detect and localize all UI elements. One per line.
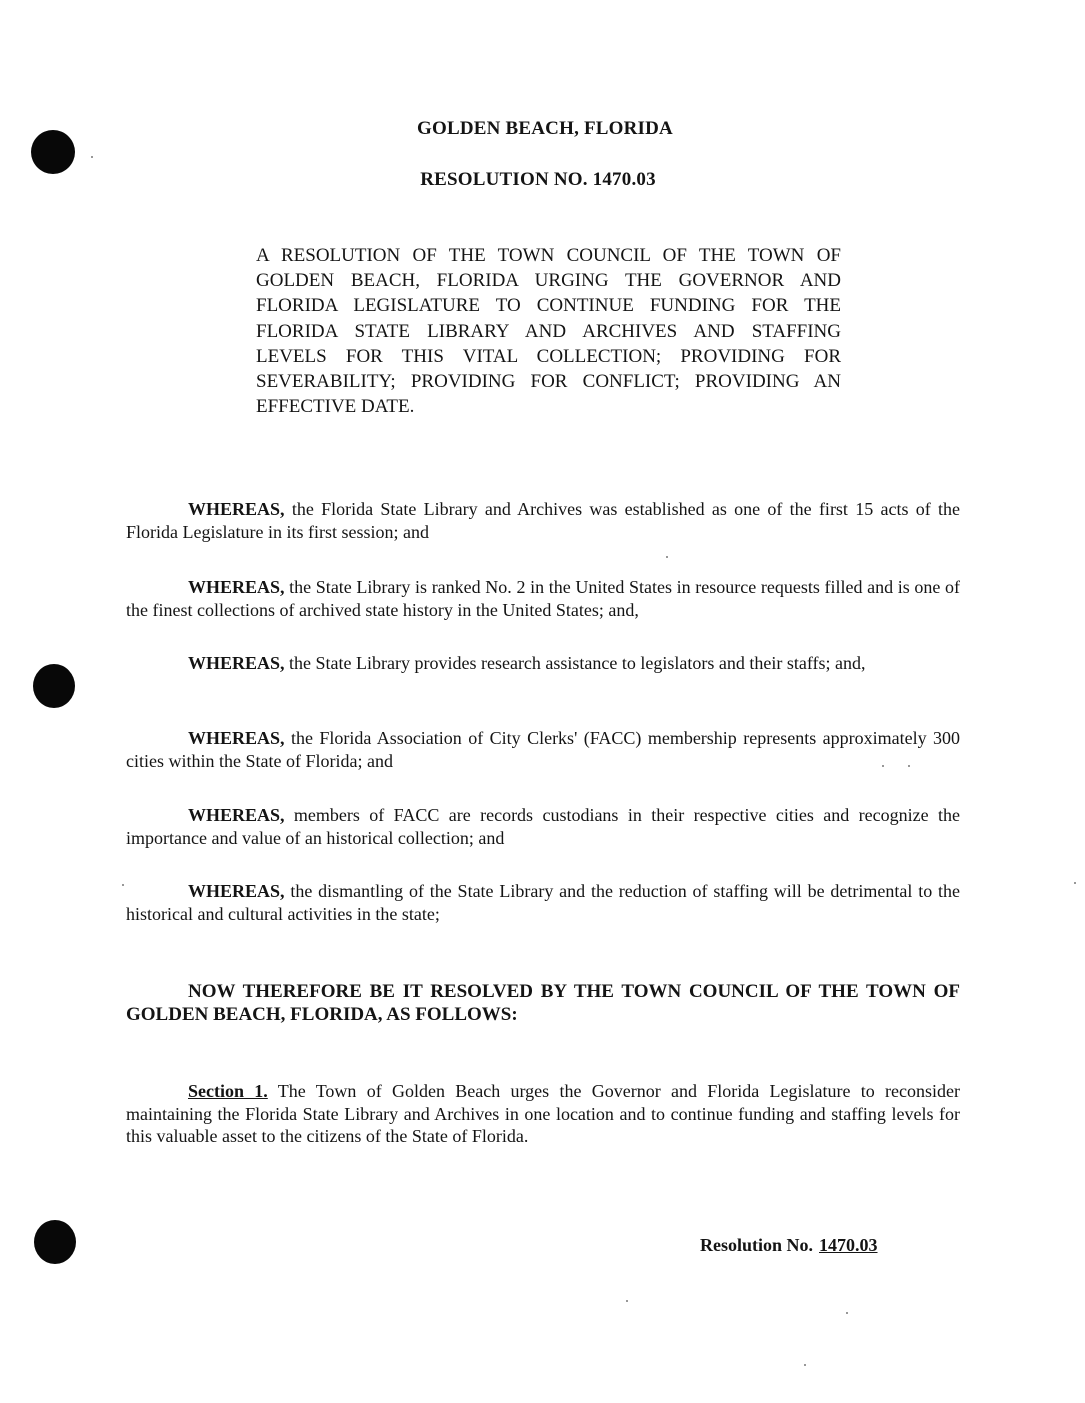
document-resolution-number: RESOLUTION NO. 1470.03 [420, 169, 656, 190]
scan-speck [804, 1364, 806, 1366]
whereas-text: the Florida Association of City Clerks' (FACC) membership represents approximately 300 cities within the State of Florida; and [126, 728, 961, 771]
resolution-title-block: A RESOLUTION OF THE TOWN COUNCIL OF THE TOWN OF GOLDEN BEACH, FLORIDA URGING THE GOVERNOR AND FLORIDA LEGISLATURE TO CONTINUE FUNDING FOR THE FLORIDA STATE LIBRARY AND ARCHIVES AND STAFFING LEVELS FOR THIS VITAL COLLECTION; PROVIDING FOR SEVERABILITY; PROVIDING FOR CONFLICT; PROVIDING AN EFFECTIVE DATE. [256, 245, 841, 418]
document-city-heading: GOLDEN BEACH, FLORIDA [417, 118, 673, 139]
whereas-text: the dismantling of the State Library and the reduction of staffing will be detrimental to the historical and cultural activities in the state; [126, 881, 960, 924]
whereas-text: the Florida State Library and Archives was established as one of the first 15 acts of the Florida Legislature in its first session; and [126, 499, 960, 542]
footer-resolution-reference [700, 1235, 890, 1256]
whereas-lead: WHEREAS, [188, 577, 285, 597]
section-1-label: Section 1. [188, 1081, 268, 1101]
scan-speck [122, 884, 124, 886]
scan-speck [626, 1300, 628, 1302]
scan-speck [1074, 882, 1076, 884]
whereas-text: the State Library is ranked No. 2 in the United States in resource requests filled and is one of the finest collections of archived state history in the United States; and, [126, 577, 960, 620]
whereas-lead: WHEREAS, [188, 728, 285, 748]
scan-speck [91, 156, 93, 158]
scan-speck [666, 556, 668, 558]
whereas-clause [126, 498, 960, 543]
punch-hole-middle [33, 664, 75, 708]
section-1-paragraph [126, 1080, 960, 1148]
resolved-heading-text: NOW THEREFORE BE IT RESOLVED BY THE TOWN COUNCIL OF THE TOWN OF GOLDEN BEACH, FLORIDA, AS FOLLOWS: [126, 981, 960, 1025]
whereas-lead: WHEREAS, [188, 653, 285, 673]
whereas-clause [126, 576, 960, 621]
punch-hole-bottom [34, 1220, 76, 1264]
whereas-clause [126, 652, 960, 675]
whereas-clause [126, 880, 960, 925]
footer-resolution-number: 1470.03 [819, 1235, 878, 1255]
whereas-clause [126, 804, 960, 849]
whereas-lead: WHEREAS, [188, 499, 285, 519]
whereas-clause [126, 727, 960, 772]
whereas-lead: WHEREAS, [188, 805, 285, 825]
resolved-heading [126, 980, 960, 1026]
scan-speck [846, 1312, 848, 1314]
whereas-lead: WHEREAS, [188, 881, 285, 901]
whereas-text: members of FACC are records custodians in their respective cities and recognize the importance and value of an historical collection; and [126, 805, 960, 848]
punch-hole-top [31, 130, 75, 174]
section-1-text: The Town of Golden Beach urges the Governor and Florida Legislature to reconsider maintaining the Florida State Library and Archives in one location and to continue funding and staffing levels for this valuable asset to the citizens of the State of Florida. [126, 1081, 960, 1146]
footer-label: Resolution No. [700, 1235, 814, 1255]
whereas-text: the State Library provides research assistance to legislators and their staffs; and, [289, 653, 866, 673]
